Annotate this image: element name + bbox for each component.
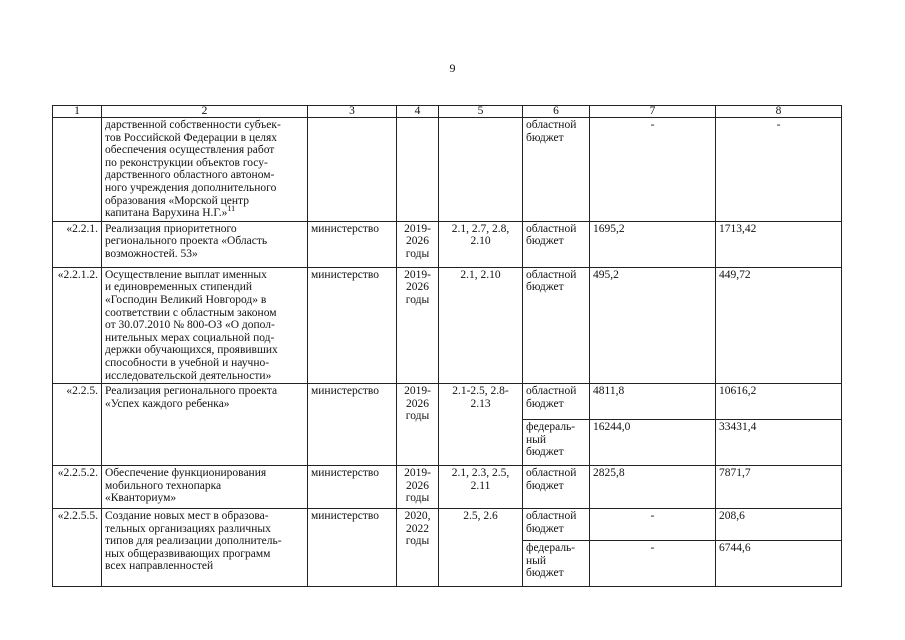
item-number: «2.2.1.2.: [53, 267, 102, 383]
item-name: Осуществление выплат именных и единовременных стипендий «Господин Великий Новгород» в соответствии с областным законом от 30.07.2010 № 800-ОЗ «О допол- нительных мерах социальной под- держки обучающихся, проявивших способности в учебной и научно- исследовательской деятельности»: [105, 268, 278, 382]
amount-col8: 1713,42: [716, 221, 842, 267]
amount-col8: 208,6: [716, 509, 842, 541]
item-name-cell: [102, 384, 308, 466]
indicator: 2.5, 2.6: [439, 509, 523, 587]
amount-col8: 10616,2: [716, 384, 842, 420]
amount-col7: 16244,0: [590, 420, 716, 466]
header-cell: 7: [590, 106, 716, 118]
item-number: «2.2.5.: [53, 384, 102, 466]
item-name: Реализация регионального проекта «Успех каждого ребенка»: [105, 385, 278, 410]
table-row: [53, 118, 842, 222]
term: [397, 118, 439, 222]
executor: министерство: [308, 466, 397, 509]
term: 2020, 2022 годы: [397, 509, 439, 587]
executor: министерство: [308, 384, 397, 466]
funding-source: областной бюджет: [523, 509, 590, 541]
amount-col7: 1695,2: [590, 221, 716, 267]
funding-source: областной бюджет: [523, 466, 590, 509]
term: 2019- 2026 годы: [397, 267, 439, 383]
item-number: «2.2.5.2.: [53, 466, 102, 509]
item-number: «2.2.1.: [53, 221, 102, 267]
item-name-cell: [102, 221, 308, 267]
funding-source: федераль- ный бюджет: [523, 420, 590, 466]
item-name: дарственной собственности субъек- тов Российской Федерации в целях обеспечения осуществления работ по реконструкции объектов госу- дарственного областного автоном- ного учреждения дополнительного образования «Морской центр капитана Варухина Н.Г.»: [105, 119, 281, 220]
amount-col7: 2825,8: [590, 466, 716, 509]
header-row: [53, 106, 842, 118]
term: 2019- 2026 годы: [397, 466, 439, 509]
table-row: [53, 221, 842, 267]
funding-source: федераль- ный бюджет: [523, 541, 590, 587]
item-name-cell: [102, 118, 308, 222]
header-cell: 3: [308, 106, 397, 118]
footnote-mark: 11: [227, 204, 236, 214]
amount-col7: 495,2: [590, 267, 716, 383]
funding-source: областной бюджет: [523, 118, 590, 222]
header-cell: 8: [716, 106, 842, 118]
item-name: Создание новых мест в образова- тельных организациях различных типов для реализации дополнитель- ных общеразвивающих программ всех направленностей: [105, 510, 282, 573]
amount-col8: 33431,4: [716, 420, 842, 466]
indicator: 2.1, 2.10: [439, 267, 523, 383]
indicator: 2.1, 2.7, 2.8, 2.10: [439, 221, 523, 267]
table-row: [53, 267, 842, 383]
term: 2019- 2026 годы: [397, 221, 439, 267]
item-name: Реализация приоритетного регионального проекта «Область возможностей. 53»: [105, 222, 268, 260]
item-number: «2.2.5.5.: [53, 509, 102, 587]
item-number: [53, 118, 102, 222]
item-name-cell: [102, 509, 308, 587]
page-number: 9: [449, 61, 456, 75]
indicator: [439, 118, 523, 222]
executor: министерство: [308, 509, 397, 587]
funding-source: областной бюджет: [523, 267, 590, 383]
amount-col8: 6744,6: [716, 541, 842, 587]
indicator: 2.1, 2.3, 2.5, 2.11: [439, 466, 523, 509]
executor: министерство: [308, 267, 397, 383]
header-cell: 1: [53, 106, 102, 118]
amount-col7: -: [590, 118, 716, 222]
table-row: [53, 509, 842, 541]
executor: [308, 118, 397, 222]
table-row: [53, 384, 842, 420]
item-name-cell: [102, 466, 308, 509]
table-row: [53, 466, 842, 509]
executor: министерство: [308, 221, 397, 267]
amount-col7: -: [590, 541, 716, 587]
amount-col7: 4811,8: [590, 384, 716, 420]
item-name-cell: [102, 267, 308, 383]
funding-source: областной бюджет: [523, 221, 590, 267]
item-name: Обеспечение функционирования мобильного технопарка «Кванториум»: [105, 467, 267, 505]
header-cell: 6: [523, 106, 590, 118]
amount-col8: 449,72: [716, 267, 842, 383]
indicator: 2.1-2.5, 2.8- 2.13: [439, 384, 523, 466]
amount-col8: 7871,7: [716, 466, 842, 509]
amount-col8: -: [716, 118, 842, 222]
header-cell: 5: [439, 106, 523, 118]
header-cell: 4: [397, 106, 439, 118]
header-cell: 2: [102, 106, 308, 118]
amount-col7: -: [590, 509, 716, 541]
program-table: [52, 105, 842, 587]
term: 2019- 2026 годы: [397, 384, 439, 466]
funding-source: областной бюджет: [523, 384, 590, 420]
